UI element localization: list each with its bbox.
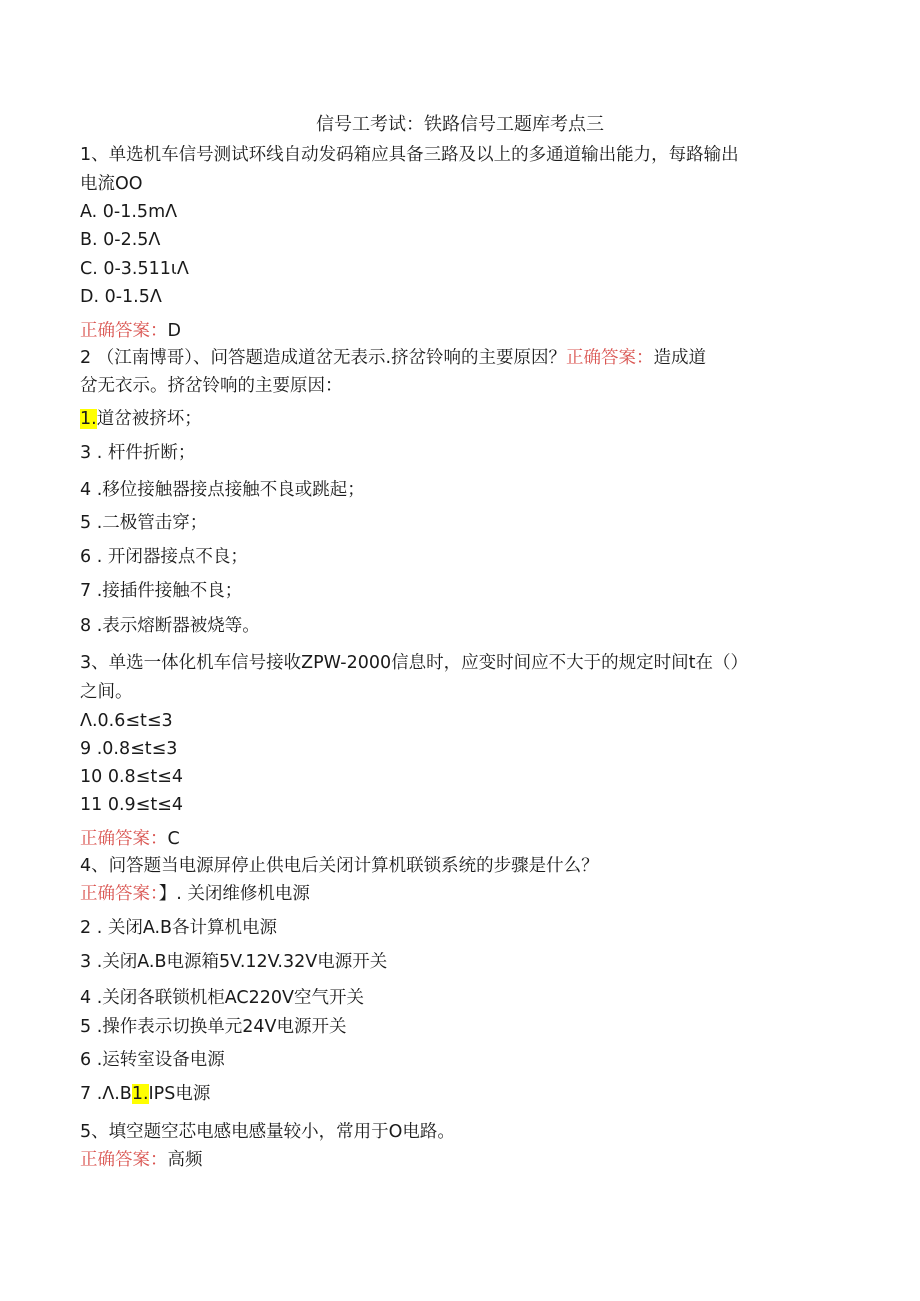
q1-option-a: A. 0-1.5mΛ (80, 202, 178, 222)
q2-item-1-text: 道岔被挤坏； (96, 409, 202, 429)
q4-stem: 4、问答题当电源屏停止供电后关闭计算机联锁系统的步骤是什么？ (80, 856, 599, 876)
q1-option-b: B. 0-2.5Λ (80, 230, 161, 250)
answer-label: 正确答案： (80, 829, 168, 849)
q2-stem-b: 造成道 (653, 348, 707, 368)
q2-stem-line1 (80, 347, 706, 369)
q2-item: 7 .接插件接触不良； (80, 581, 243, 601)
highlight-mark: 1. (80, 409, 97, 429)
q3-stem-line2: 之间。 (80, 682, 133, 702)
q3-option-a: Λ.0.6≤t≤3 (80, 711, 173, 731)
q1-option-c: C. 0-3.511ιΛ (80, 259, 189, 279)
q4-item-7-pre: 7 .Λ.B (80, 1084, 132, 1104)
answer-label: 正确答案： (80, 1150, 168, 1170)
q2-stem-line2: 岔无衣示。挤岔铃响的主要原因： (80, 376, 343, 396)
q4-answer-line (80, 883, 310, 905)
q4-answer-first: 】. 关闭维修机电源 (158, 884, 310, 904)
q5-answer: 高频 (167, 1150, 203, 1170)
q1-stem-line2: 电流OO (80, 174, 143, 194)
answer-label: 正确答案： (80, 884, 159, 904)
q2-item: 8 .表示熔断器被烧等。 (80, 616, 260, 636)
q5-answer-line (80, 1149, 203, 1171)
q4-item: 3 .关闭A.B电源箱5V.12V.32V电源开关 (80, 952, 388, 972)
q3-option-d: 11 0.9≤t≤4 (80, 795, 183, 815)
q4-item: 4 .关闭各联锁机柜AC220V空气开关 (80, 988, 365, 1008)
q1-option-d: D. 0-1.5Λ (80, 287, 162, 307)
q3-answer: C (167, 829, 180, 849)
q4-item: 2 . 关闭A.B各计算机电源 (80, 918, 278, 938)
q3-stem-line1: 3、单选一体化机车信号接收ZPW-2000信息时，应变时间应不大于的规定时间t在（） (80, 653, 748, 673)
q1-stem-line1: 1、单选机车信号测试环线自动发码箱应具备三路及以上的多通道输出能力，每路输出 (80, 145, 739, 165)
highlight-mark: 1. (131, 1084, 149, 1104)
q2-stem-a: 2 （江南博哥）、问答题造成道岔无表示.挤岔铃响的主要原因？ (80, 348, 567, 368)
page-title: 信号工考试：铁路信号工题库考点三 (316, 114, 604, 135)
q1-answer-line (80, 320, 181, 342)
q4-item-7-post: IPS电源 (148, 1084, 211, 1104)
q2-item: 3 . 杆件折断； (80, 443, 196, 463)
q4-item-7 (80, 1083, 210, 1105)
answer-label: 正确答案： (566, 348, 654, 368)
q4-item: 5 .操作表示切换单元24V电源开关 (80, 1017, 347, 1037)
q2-item: 4 .移位接触器接点接触不良或跳起； (80, 480, 365, 500)
q3-option-c: 10 0.8≤t≤4 (80, 767, 183, 787)
q2-item: 5 .二极管击穿； (80, 513, 208, 533)
answer-label: 正确答案： (80, 321, 168, 341)
q3-answer-line (80, 828, 180, 850)
q2-item: 6 . 开闭器接点不良； (80, 547, 248, 567)
q4-item: 6 .运转室设备电源 (80, 1050, 225, 1070)
q5-stem: 5、填空题空芯电感电感量较小，常用于O电路。 (80, 1122, 455, 1142)
q3-option-b: 9 .0.8≤t≤3 (80, 739, 178, 759)
q1-answer: D (167, 321, 181, 341)
q2-item-1 (80, 408, 202, 430)
